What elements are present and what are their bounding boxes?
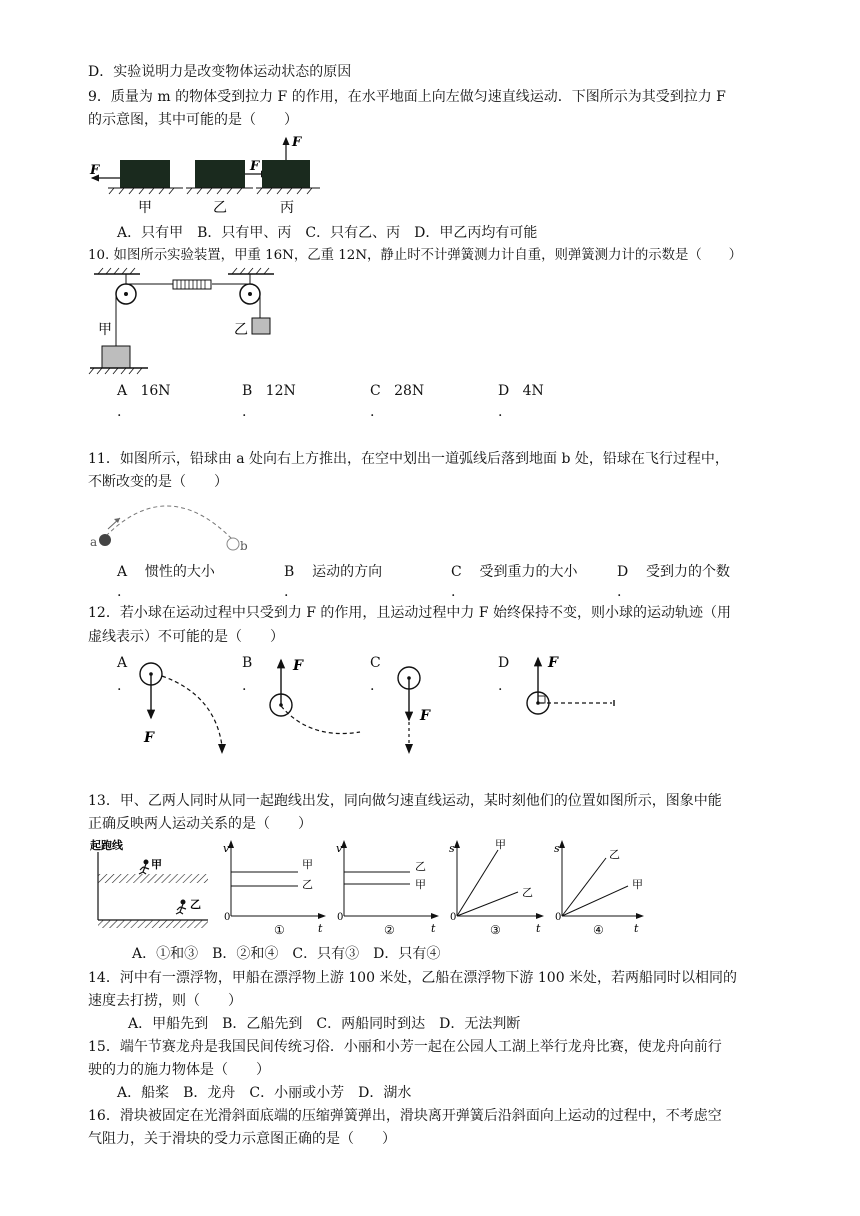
svg-text:②: ② bbox=[384, 923, 395, 937]
q12-figure bbox=[0, 650, 640, 760]
q12-stem-line1: 12．若小球在运动过程中只受到力 F 的作用，且运动过程中力 F 始终保持不变，则小球的运动轨迹（用 bbox=[88, 605, 732, 621]
q14-options: A．甲船先到 B．乙船先到 C．两船同时到达 D．无法判断 bbox=[128, 1016, 521, 1032]
svg-text:乙: 乙 bbox=[415, 860, 426, 873]
force-label-yi: F bbox=[250, 159, 260, 174]
label-yi: 乙 bbox=[213, 200, 227, 216]
svg-text:乙: 乙 bbox=[190, 898, 201, 911]
q11-option-d: D 受到力的个数 bbox=[617, 564, 731, 580]
force-label-bing: F bbox=[292, 135, 302, 150]
q10-option-b: B 12N bbox=[242, 383, 296, 399]
q10-figure bbox=[88, 268, 298, 380]
svg-text:F: F bbox=[548, 655, 558, 671]
weight-jia bbox=[102, 346, 130, 368]
svg-text:甲: 甲 bbox=[415, 878, 426, 891]
label-jia: 甲 bbox=[138, 200, 152, 216]
q11-stem-line1: 11．如图所示，铅球由 a 处向右上方推出，在空中划出一道弧线后落到地面 b 处，铅球在飞行过程中， bbox=[88, 451, 729, 467]
svg-text:0: 0 bbox=[337, 912, 344, 923]
svg-text:t: t bbox=[318, 922, 323, 935]
weight-yi bbox=[252, 318, 270, 334]
block-bing bbox=[262, 160, 310, 188]
svg-text:③: ③ bbox=[490, 923, 501, 937]
q12-letter-c: C bbox=[370, 655, 381, 671]
shot-trajectory bbox=[106, 506, 233, 540]
q10-option-c: C 28N bbox=[370, 383, 425, 399]
q15-options: A．船桨 B．龙舟 C．小丽或小芳 D．湖水 bbox=[117, 1085, 412, 1101]
svg-text:①: ① bbox=[274, 923, 285, 937]
q12-letter-b: B bbox=[242, 655, 253, 671]
svg-text:F: F bbox=[293, 658, 303, 674]
label-jia: 甲 bbox=[98, 322, 112, 338]
svg-text:起跑线: 起跑线 bbox=[90, 839, 123, 852]
q15-stem-line1: 15．端午节赛龙舟是我国民间传统习俗．小丽和小芳一起在公园人工湖上举行龙舟比赛，使龙舟向前行 bbox=[88, 1039, 722, 1055]
block-jia bbox=[120, 160, 170, 188]
q11-stem-line2: 不断改变的是（ ） bbox=[88, 474, 228, 490]
q11-option-a: A 惯性的大小 bbox=[117, 564, 215, 580]
svg-text:0: 0 bbox=[555, 912, 562, 923]
q13-stem-line2: 正确反映两人运动关系的是（ ） bbox=[88, 816, 312, 832]
svg-text:a: a bbox=[90, 535, 98, 549]
q13-figure bbox=[88, 836, 648, 938]
q14-stem-line2: 速度去打捞，则（ ） bbox=[88, 993, 242, 1009]
block-yi bbox=[195, 160, 245, 188]
svg-text:t: t bbox=[536, 922, 541, 935]
svg-text:④: ④ bbox=[593, 923, 604, 937]
q14-stem-line1: 14．河中有一漂浮物，甲船在漂浮物上游 100 米处，乙船在漂浮物下游 100 米处，若两船同时以相同的 bbox=[88, 970, 738, 986]
svg-text:s: s bbox=[554, 842, 560, 855]
svg-text:甲: 甲 bbox=[495, 838, 506, 851]
q13-stem-line1: 13．甲、乙两人同时从同一起跑线出发，同向做匀速直线运动，某时刻他们的位置如图所示，图象中能 bbox=[88, 793, 722, 809]
svg-text:乙: 乙 bbox=[609, 848, 620, 861]
svg-text:0: 0 bbox=[450, 912, 457, 923]
shot-ball-a bbox=[99, 534, 111, 546]
svg-text:v: v bbox=[223, 842, 230, 855]
q12-letter-d: D bbox=[498, 655, 510, 671]
svg-text:F: F bbox=[420, 708, 430, 724]
label-bing: 丙 bbox=[280, 200, 294, 216]
q11-figure bbox=[88, 496, 258, 556]
force-label-jia: F bbox=[90, 163, 100, 178]
label-yi: 乙 bbox=[234, 322, 248, 338]
q15-stem-line2: 驶的力的施力物体是（ ） bbox=[88, 1062, 270, 1078]
svg-text:t: t bbox=[431, 922, 436, 935]
q9-stem-line2: 的示意图，其中可能的是（ ） bbox=[88, 112, 298, 128]
svg-text:b: b bbox=[240, 539, 248, 553]
svg-text:t: t bbox=[634, 922, 639, 935]
q11-option-c: C 受到重力的大小 bbox=[451, 564, 578, 580]
q10-stem: 10. 如图所示实验装置，甲重 16N，乙重 12N，静止时不计弹簧测力计自重，则弹簧测力计的示数是（ ） bbox=[88, 248, 742, 263]
q11-option-b: B 运动的方向 bbox=[284, 564, 383, 580]
svg-text:甲: 甲 bbox=[632, 878, 643, 891]
q8-option-d: D．实验说明力是改变物体运动状态的原因 bbox=[88, 64, 352, 80]
svg-text:s: s bbox=[449, 842, 455, 855]
svg-text:0: 0 bbox=[224, 912, 231, 923]
q10-option-a: A 16N bbox=[117, 383, 171, 399]
q12-stem-line2: 虚线表示）不可能的是（ ） bbox=[88, 629, 284, 645]
svg-text:F: F bbox=[144, 730, 154, 746]
q12-letter-a: A bbox=[117, 655, 128, 671]
svg-text:乙: 乙 bbox=[522, 886, 533, 899]
shot-ball-b bbox=[227, 538, 239, 550]
svg-text:乙: 乙 bbox=[302, 878, 313, 891]
q9-figure bbox=[88, 132, 328, 222]
q16-stem-line1: 16．滑块被固定在光滑斜面底端的压缩弹簧弹出，滑块离开弹簧后沿斜面向上运动的过程中，不考虑空 bbox=[88, 1108, 722, 1124]
q13-options: A．①和③ B．②和④ C．只有③ D．只有④ bbox=[132, 946, 441, 962]
q9-stem-line1: 9．质量为 m 的物体受到拉力 F 的作用，在水平地面上向左做匀速直线运动．下图所示为其受到拉力 F bbox=[88, 89, 726, 105]
svg-text:甲: 甲 bbox=[302, 858, 313, 871]
q10-option-d: D 4N bbox=[498, 383, 544, 399]
svg-text:甲: 甲 bbox=[151, 858, 162, 871]
q16-stem-line2: 气阻力，关于滑块的受力示意图正确的是（ ） bbox=[88, 1131, 396, 1147]
svg-text:v: v bbox=[336, 842, 343, 855]
q9-options: A．只有甲 B．只有甲、丙 C．只有乙、丙 D．甲乙丙均有可能 bbox=[117, 225, 538, 241]
